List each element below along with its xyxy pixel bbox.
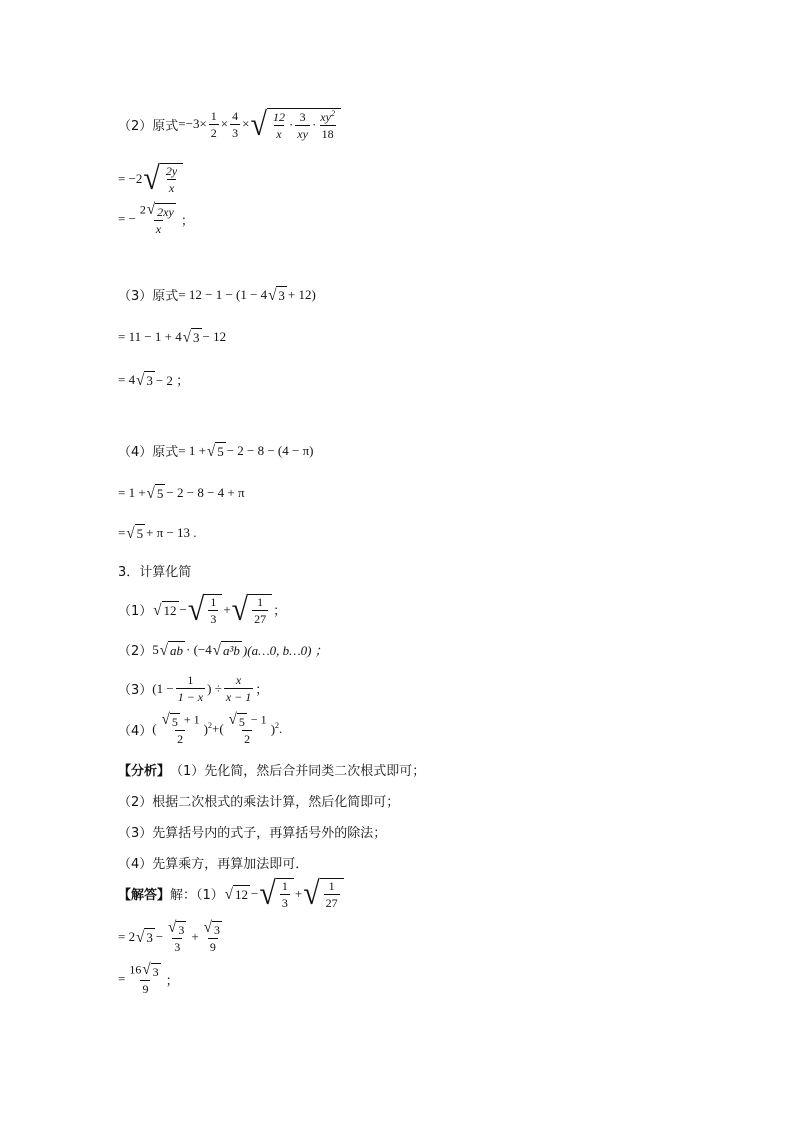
p2-line1 [118, 106, 342, 143]
analysis-text: （4）先算乘方，再算加法即可． [118, 857, 309, 872]
q3-title [118, 561, 191, 580]
p3-line3 [118, 370, 189, 389]
p2-label: （2）原式 [118, 118, 179, 134]
radical: √ $\frac{1}{27}$ [303, 878, 343, 909]
radical: √ 3 [268, 287, 285, 304]
p4-line2 [118, 484, 245, 502]
analysis-text: （3）先算括号内的式子，再算括号外的除法； [118, 826, 387, 841]
analysis-text: （2）根据二次根式的乘法计算，然后化简即可； [118, 795, 400, 810]
step-text: = 11 − 1 + 4 [118, 329, 182, 344]
q3-item1: （1） √ 12 − √ $\frac{1}{3}$ + √ $\frac{1}{27}$ ； [118, 591, 287, 628]
p3-line1 [118, 285, 316, 304]
radical: √ 3 [136, 372, 153, 389]
radical: √ 3 [182, 329, 200, 347]
fraction: √ 5 + 1 2 [161, 711, 200, 746]
analysis-line2 [118, 791, 399, 810]
radical: √ 12 [153, 602, 177, 619]
item-label: （4） [118, 723, 153, 739]
step-text: = 4 [118, 371, 136, 387]
coef: −3× [185, 116, 207, 131]
item-label: （3） [118, 683, 153, 698]
step-text: − 2 − 8 − 4 + π [166, 485, 245, 500]
radical: √ $\frac{1}{3}$ [259, 878, 293, 909]
item-label: （1） [118, 604, 153, 619]
analysis-line1 [118, 760, 425, 779]
step-text: − 12 [202, 329, 227, 344]
step-text: + 12) [287, 286, 316, 302]
step-text: = −2 [118, 170, 143, 186]
analysis-text: （1）先化简，然后合并同类二次根式即可； [170, 764, 426, 779]
step-text: = 1 + [118, 485, 146, 500]
p4-label: （4）原式 [118, 445, 179, 460]
times: × [220, 116, 229, 131]
fraction: $\frac{x}{x - 1}$ [225, 673, 252, 704]
radical: √ 12 [224, 886, 249, 903]
fraction: 16 √ 3 9 [129, 961, 159, 996]
answer-line2: = 2 √ 3 − √ 3 3 + √ 3 9 [118, 921, 227, 953]
q3-item4: （4） ( √ 5 + 1 2 )$^2$ + ( √ 5 − 1 2 )$^2$ . [118, 711, 283, 746]
semicolon: ； [180, 213, 194, 229]
answer-intro: 解：（1） [170, 888, 224, 903]
step-text: = 1 + [178, 442, 206, 458]
step-text: = − [118, 211, 136, 226]
radical: √ ab [159, 642, 184, 659]
p3-line2 [118, 328, 226, 346]
analysis-tag: 【分析】 [118, 764, 171, 779]
radical: √ 5 [126, 525, 144, 543]
radical: √ 3 [136, 929, 153, 947]
q3-item2: （2） 5 √ ab · (−4 √ a³b )(a…0, b…0) ； [118, 641, 328, 659]
fraction: √ 3 3 [168, 919, 185, 954]
p4-line3 [118, 524, 197, 542]
fraction: $\frac{1}{1 - x}$ [177, 673, 204, 704]
step-text: + π − 13 . [146, 525, 197, 540]
q3-item3: （3） (1 − $\frac{1}{1 - x}$ ) ÷ $\frac{x}{x - 1}$ ； [118, 673, 269, 704]
semicolon: ； [273, 604, 287, 619]
radical: √ 5 [206, 443, 224, 460]
radical: √ $\frac{1}{27}$ [232, 594, 272, 625]
step-text: − 2 ； [155, 373, 190, 388]
step-text: = [118, 525, 126, 540]
step-text: = 12 − 1 − (1 − 4 [178, 286, 268, 302]
radical: √ $\frac{1}{3}$ [188, 594, 222, 625]
p4-line1 [118, 441, 314, 460]
times: × [242, 116, 250, 131]
p2-line3 [118, 203, 194, 235]
answer-line3: = 16 √ 3 9 ； [118, 961, 179, 996]
fraction: √ 3 9 [203, 919, 220, 954]
fraction: $\frac{1}{2}$ [210, 108, 217, 140]
semicolon: ； [255, 683, 269, 698]
p3-label: （3）原式 [118, 289, 179, 304]
fraction: 2 √ 2xy x [139, 201, 174, 236]
answer-line1: 【解答】 解：（1） √ 12 − √ $\frac{1}{3}$ + √ $\frac{1}{27}$ [118, 878, 345, 909]
radical: √ $\frac{2y}{x}$ [143, 163, 183, 194]
item-label: （2） [118, 644, 153, 659]
radical: √ a³b [212, 642, 240, 659]
p2-line2 [118, 160, 184, 197]
step-text: − 2 − 8 − (4 − π) [226, 442, 314, 458]
analysis-line3 [118, 822, 386, 841]
fraction: √ 5 − 1 2 [228, 711, 267, 746]
fraction: $\frac{4}{3}$ [232, 108, 239, 140]
radical: √ 5 [146, 485, 164, 503]
answer-tag: 【解答】 [118, 888, 171, 903]
radical: √ $\frac{12}{x}$ · $\frac{3}{xy}$ · $\frac{xy^2}{18}$ [250, 108, 340, 140]
semicolon: ； [165, 973, 179, 989]
question-title: 3．计算化简 [118, 565, 192, 580]
analysis-line4 [118, 853, 308, 872]
eq: = [178, 116, 186, 131]
